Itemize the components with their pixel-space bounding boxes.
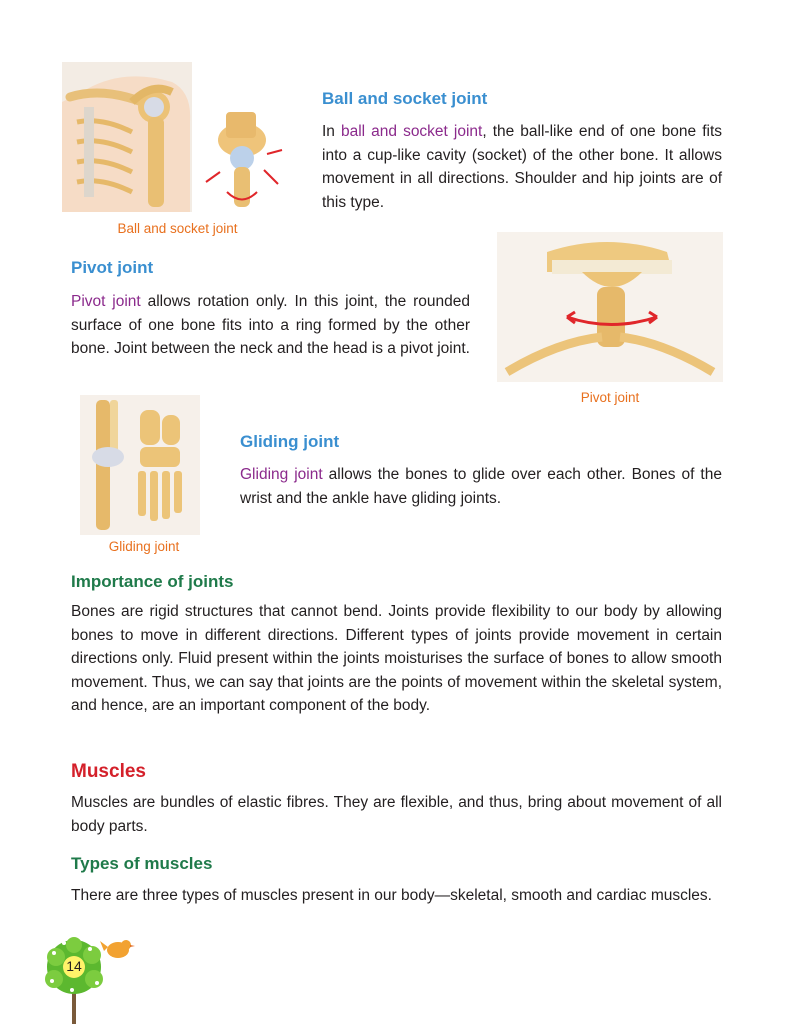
pivot-para-text: allows rotation only. In this joint, the rounded surface of one bone fits into a ring formed by the other bone. Joint between the neck and the head is a pivot joint. [71, 293, 471, 357]
gliding-paragraph [240, 463, 722, 510]
ball-socket-para-prefix: In [322, 123, 341, 140]
gliding-caption: Gliding joint [108, 539, 180, 554]
types-heading: Types of muscles [71, 854, 213, 873]
importance-heading: Importance of joints [71, 572, 234, 591]
gliding-illustration [80, 395, 200, 535]
muscles-paragraph: Muscles are bundles of elastic fibres. They are flexible, and thus, bring about movement of all body parts. [71, 794, 722, 835]
gliding-term: Gliding joint [240, 466, 323, 483]
ball-socket-illustration [62, 62, 292, 217]
muscles-heading: Muscles [71, 761, 146, 782]
gliding-heading: Gliding joint [240, 432, 340, 451]
ball-socket-paragraph [322, 120, 722, 214]
types-paragraph: There are three types of muscles present in our body—skeletal, smooth and cardiac muscles. [71, 887, 712, 904]
pivot-heading: Pivot joint [71, 258, 154, 277]
page-tree-icon [42, 935, 137, 1024]
ball-socket-heading: Ball and socket joint [322, 89, 488, 108]
page-number: 14 [66, 958, 82, 974]
ball-socket-term: ball and socket joint [340, 123, 483, 140]
gliding-para-text: allows the bones to glide over each other. Bones of the wrist and the ankle have gliding joints. [240, 466, 722, 507]
importance-paragraph: Bones are rigid structures that cannot bend. Joints provide flexibility to our body by allowing bones to move in different directions. Different types of joints provide movement in certain directions only. Fluid present within the joints moisturises the surface of bones to allow smooth movement. Thus, we can say that joints are the points of movement within the skeletal system, and hence, are an important component of the body. [71, 603, 722, 714]
ball-socket-para-text: , the ball-like end of one bone fits into a cup-like cavity (socket) of the other bone. It allows movement in all directions. Shoulder and hip joints are of this type. [322, 123, 723, 211]
ball-socket-caption: Ball and socket joint [117, 221, 238, 236]
pivot-illustration [497, 232, 723, 382]
pivot-caption: Pivot joint [580, 390, 640, 405]
pivot-term: Pivot joint [71, 293, 141, 310]
pivot-paragraph [71, 290, 470, 361]
